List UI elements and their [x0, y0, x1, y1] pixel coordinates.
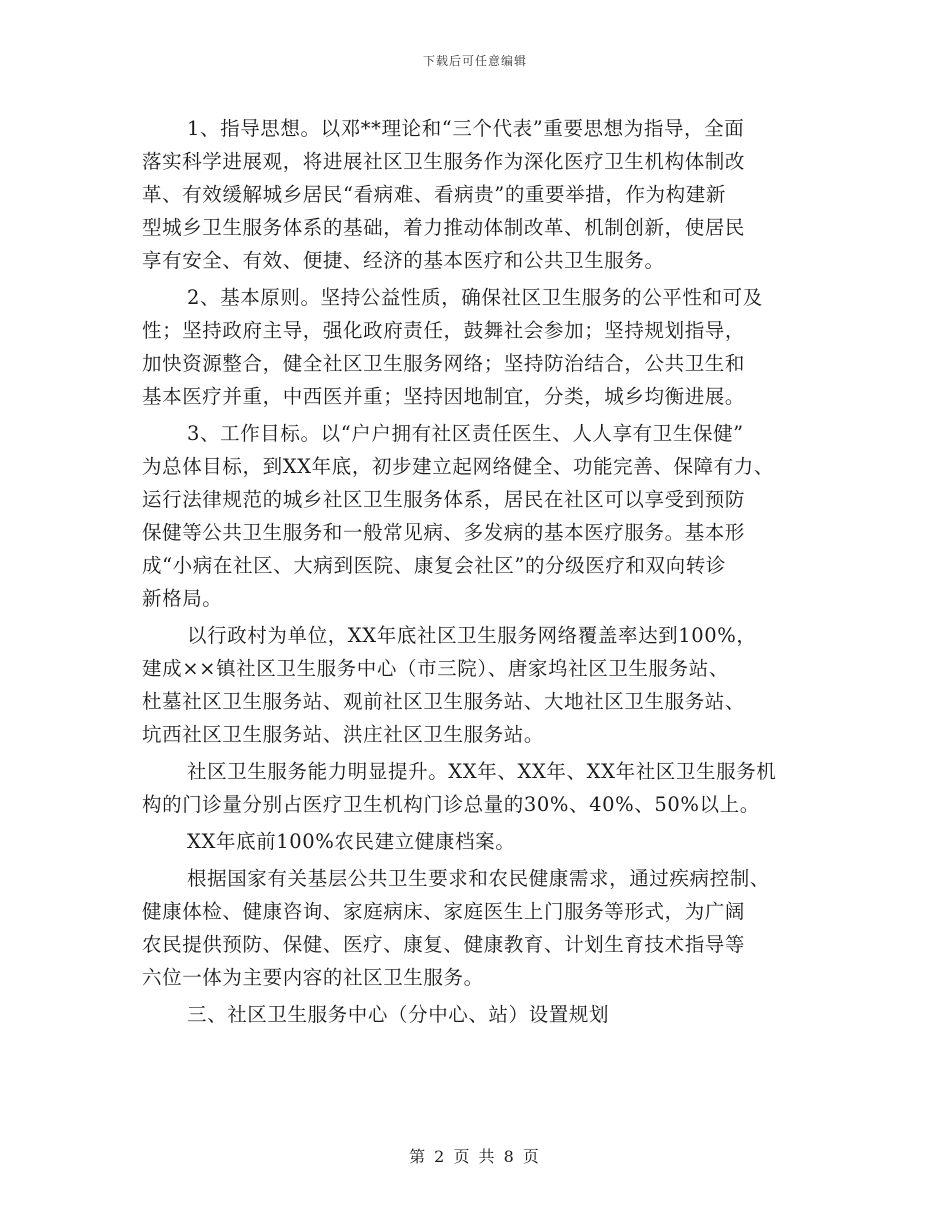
- text-line: 构的门诊量分别占医疗卫生机构门诊总量的30%、40%、50%以上。: [142, 793, 760, 816]
- text-line: 建成××镇社区卫生服务中心（市三院）、唐家坞社区卫生服务站、: [142, 657, 729, 680]
- text-line: 六位一体为主要内容的社区卫生服务。: [142, 966, 484, 989]
- document-body: [142, 112, 810, 1031]
- text-line: 运行法律规范的城乡社区卫生服务体系，居民在社区可以享受到预防: [142, 488, 746, 511]
- text-line: 型城乡卫生服务体系的基础，着力推动体制改革、机制创新，使居民: [142, 216, 746, 239]
- text-line: 健康体检、健康咨询、家庭病床、家庭医生上门服务等形式，为广阔: [142, 900, 746, 923]
- page-header-note: 下载后可任意编辑: [422, 54, 527, 68]
- text-line: 3、工作目标。以“户户拥有社区责任医生、人人享有卫生保健”: [187, 422, 744, 445]
- text-line: 加快资源整合，健全社区卫生服务网络；坚持防治结合，公共卫生和: [142, 352, 746, 375]
- text-line: 革、有效缓解城乡居民“看病难、看病贵”的重要举措，作为构建新: [142, 183, 726, 206]
- text-line: 基本医疗并重，中西医并重；坚持因地制宜，分类，城乡均衡进展。: [142, 385, 746, 408]
- text-line: 农民提供预防、保健、医疗、康复、健康教育、计划生育技术指导等: [142, 933, 746, 956]
- text-line: 成“小病在社区、大病到医院、康复会社区”的分级医疗和双向转诊: [142, 554, 726, 577]
- text-line: 性；坚持政府主导，强化政府责任，鼓舞社会参加；坚持规划指导，: [142, 319, 746, 342]
- text-line: 坑西社区卫生服务站、洪庄社区卫生服务站。: [142, 723, 545, 746]
- text-line: 杜墓社区卫生服务站、观前社区卫生服务站、大地社区卫生服务站、: [142, 690, 746, 713]
- text-line: 1、指导思想。以邓**理论和“三个代表”重要思想为指导，全面: [187, 117, 745, 140]
- text-line: 社区卫生服务能力明显提升。XX年、XX年、XX年社区卫生服务机: [187, 760, 777, 783]
- text-line: 根据国家有关基层公共卫生要求和农民健康需求，通过疾病控制、: [187, 867, 770, 890]
- text-line: 2、基本原则。坚持公益性质，确保社区卫生服务的公平性和可及: [187, 286, 763, 309]
- page-number: 第 2 页 共 8 页: [409, 1147, 541, 1166]
- text-line: 享有安全、有效、便捷、经济的基本医疗和公共卫生服务。: [142, 249, 665, 272]
- text-line: 落实科学进展观，将进展社区卫生服务作为深化医疗卫生机构体制改: [142, 150, 746, 173]
- text-line: 新格局。: [142, 587, 223, 610]
- section-heading: 三、社区卫生服务中心（分中心、站）设置规划: [187, 1003, 610, 1026]
- text-line: 为总体目标，到XX年底，初步建立起网络健全、功能完善、保障有力、: [142, 455, 774, 478]
- text-line: 保健等公共卫生服务和一般常见病、多发病的基本医疗服务。基本形: [142, 521, 746, 544]
- text-line: 以行政村为单位，XX年底社区卫生服务网络覆盖率达到100%，: [187, 624, 757, 647]
- text-line: XX年底前100%农民建立健康档案。: [187, 830, 516, 853]
